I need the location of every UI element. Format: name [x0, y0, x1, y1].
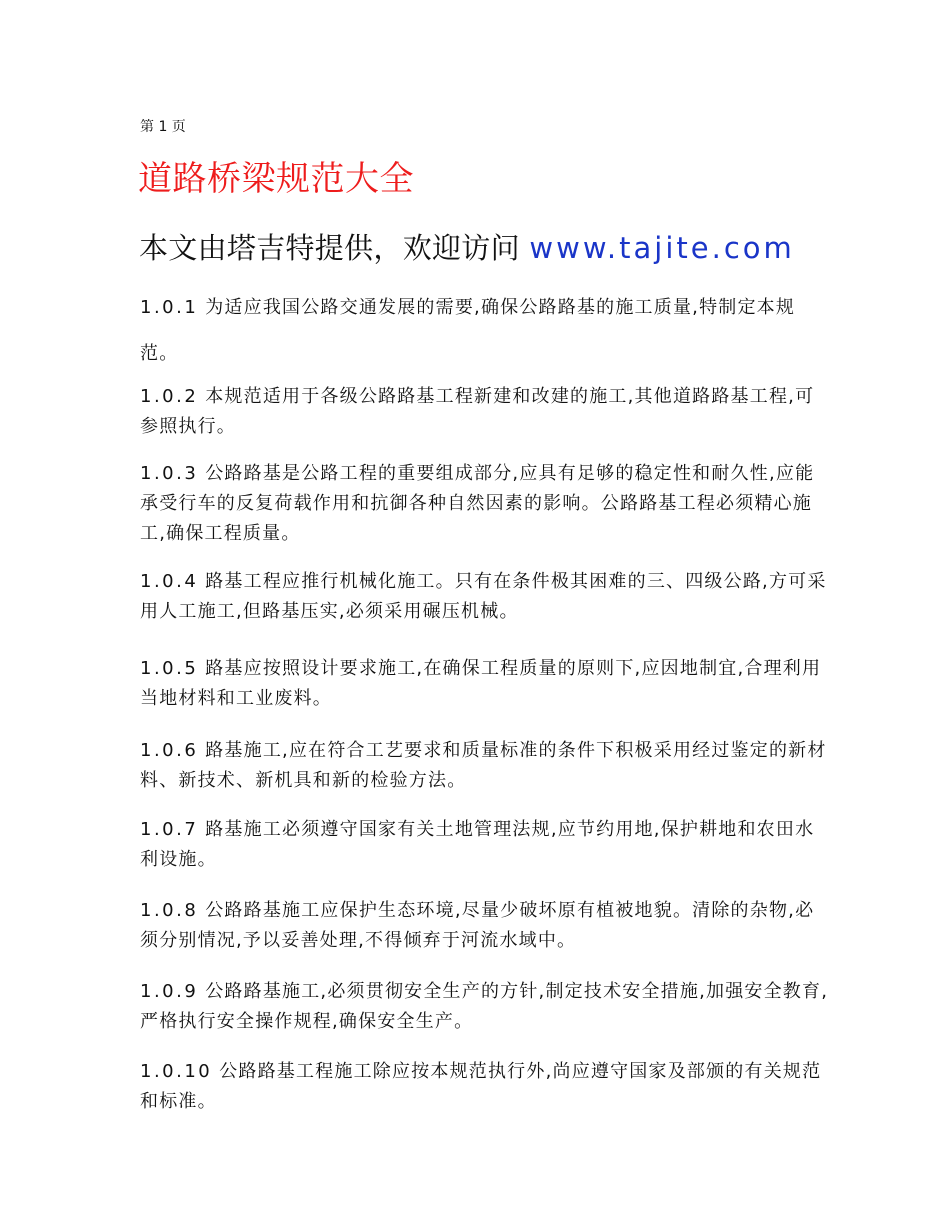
clause-number: 1.0.7 [140, 819, 199, 840]
clause-text: 公路路基是公路工程的重要组成部分,应具有足够的稳定性和耐久性,应能承受行车的反复荷载作用和抗御各种自然因素的影响。公路路基工程必须精心施工,确保工程质量。 [140, 463, 815, 544]
clause-number: 1.0.10 [140, 1061, 213, 1082]
clause-number: 1.0.5 [140, 658, 199, 679]
clause-text: 路基工程应推行机械化施工。只有在条件极其困难的三、四级公路,方可采用人工施工,但路基压实,必须采用碾压机械。 [140, 571, 827, 622]
clause-text: 路基施工必须遵守国家有关土地管理法规,应节约用地,保护耕地和农田水利设施。 [140, 819, 815, 870]
provider-link[interactable]: www.tajite.com [529, 231, 795, 265]
clause-number: 1.0.4 [140, 571, 199, 592]
clause-text: 公路路基工程施工除应按本规范执行外,尚应遵守国家及部颁的有关规范和标准。 [140, 1061, 822, 1112]
clause-number: 1.0.2 [140, 386, 199, 407]
clause-paragraph [140, 736, 830, 796]
clause-paragraph [140, 1057, 830, 1117]
clause-paragraph [140, 815, 830, 875]
clause-text: 路基施工,应在符合工艺要求和质量标准的条件下积极采用经过鉴定的新材料、新技术、新机具和新的检验方法。 [140, 740, 827, 791]
clause-text: 为适应我国公路交通发展的需要,确保公路路基的施工质量,特制定本规范。 [140, 297, 796, 364]
document-title: 道路桥梁规范大全 [138, 159, 414, 199]
clause-paragraph [140, 459, 830, 549]
clause-text: 公路路基施工应保护生态环境,尽量少破坏原有植被地貌。清除的杂物,必须分别情况,予以妥善处理,不得倾弃于河流水域中。 [140, 900, 815, 951]
clause-paragraph [140, 567, 830, 627]
clause-text: 本规范适用于各级公路路基工程新建和改建的施工,其他道路路基工程,可参照执行。 [140, 386, 815, 437]
provider-text: 本文由塔吉特提供，欢迎访问 [139, 231, 530, 265]
clause-paragraph [140, 285, 830, 377]
clause-number: 1.0.6 [140, 740, 199, 761]
clause-paragraph [140, 654, 830, 714]
clause-number: 1.0.8 [140, 900, 199, 921]
clause-text: 路基应按照设计要求施工,在确保工程质量的原则下,应因地制宜,合理利用当地材料和工业废料。 [140, 658, 822, 709]
clause-text: 公路路基施工,必须贯彻安全生产的方针,制定技术安全措施,加强安全教育,严格执行安全操作规程,确保安全生产。 [140, 981, 829, 1032]
clause-number: 1.0.9 [140, 981, 199, 1002]
page-number: 第 1 页 [140, 119, 186, 135]
clause-paragraph [140, 896, 830, 956]
provider-line [139, 226, 795, 270]
clause-number: 1.0.1 [140, 297, 199, 318]
clause-paragraph [140, 977, 830, 1037]
clause-number: 1.0.3 [140, 463, 199, 484]
clause-paragraph [140, 382, 830, 442]
